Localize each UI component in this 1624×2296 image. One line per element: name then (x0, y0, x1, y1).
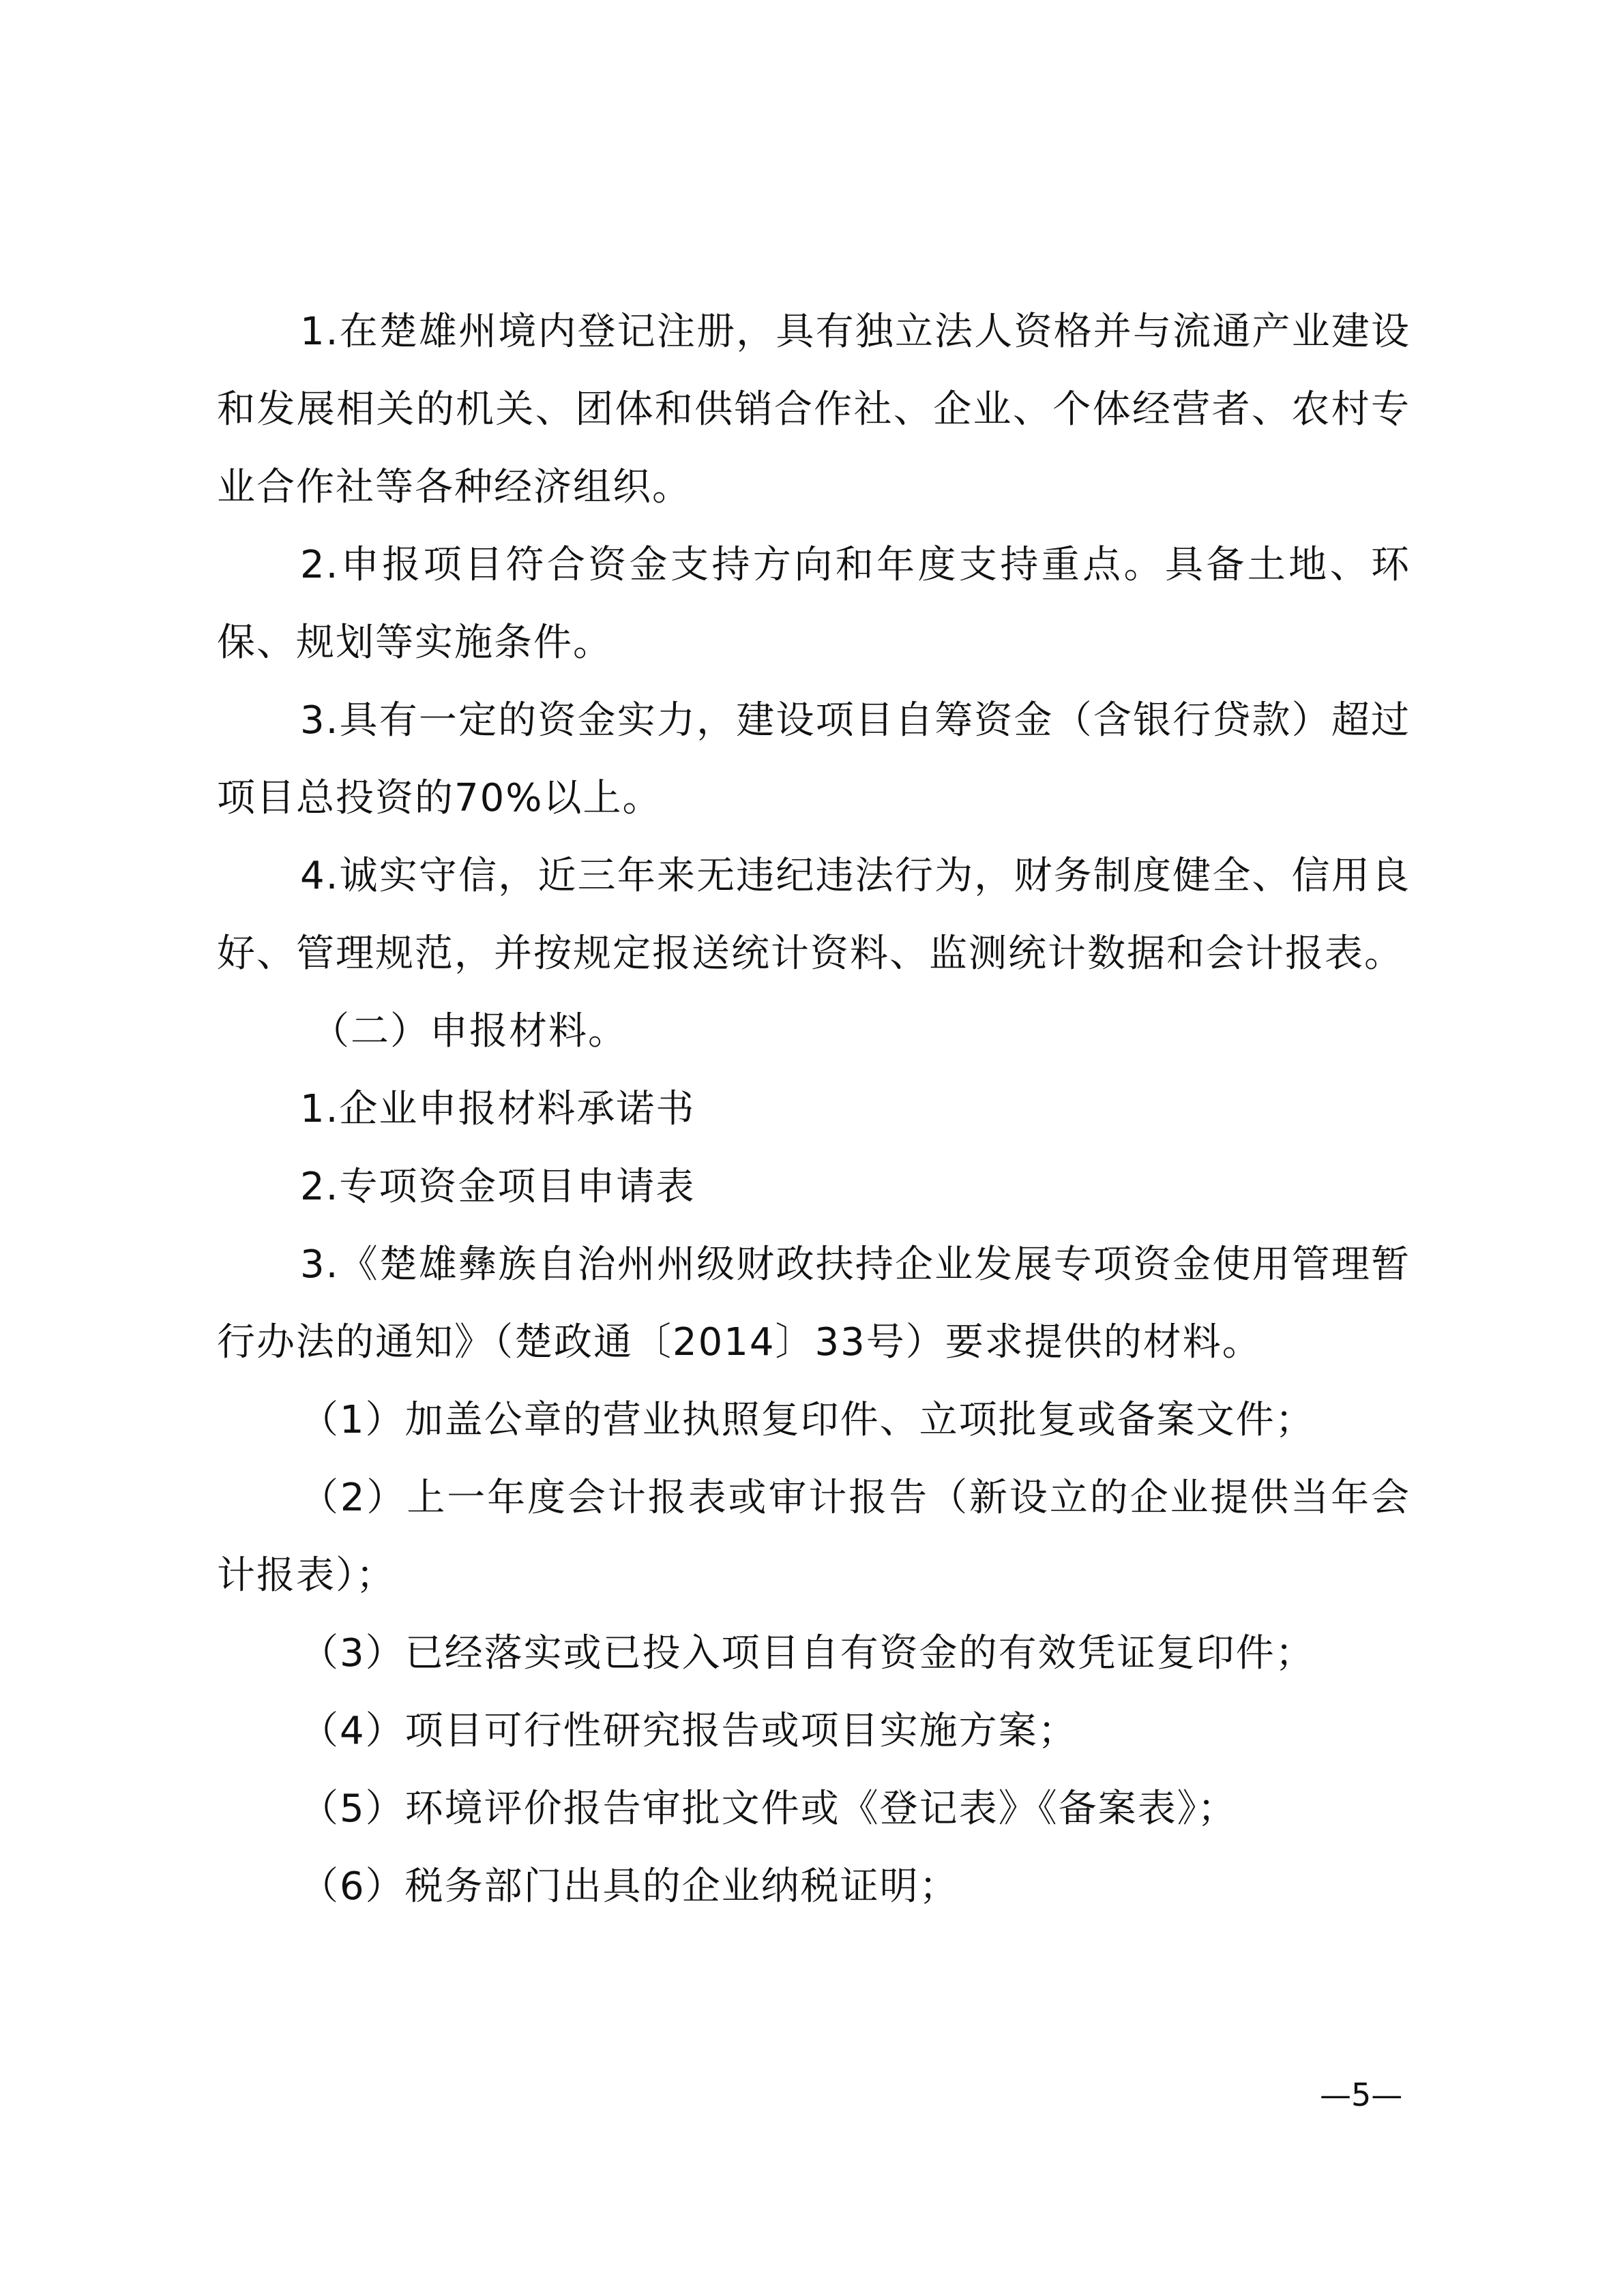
materials-subitem-2: （2）上一年度会计报表或审计报告（新设立的企业提供当年会计报表）； (217, 1476, 1411, 1598)
materials-item-3: 3.《楚雄彝族自治州州级财政扶持企业发展专项资金使用管理暂行办法的通知》（楚政通〔2014〕33号）要求提供的材料。 (217, 1242, 1411, 1365)
document-body (217, 293, 1411, 1926)
eligibility-item-3: 3.具有一定的资金实力，建设项目自筹资金（含银行贷款）超过项目总投资的70%以上。 (217, 698, 1411, 820)
eligibility-item-1: 1.在楚雄州境内登记注册，具有独立法人资格并与流通产业建设和发展相关的机关、团体和供销合作社、企业、个体经营者、农村专业合作社等各种经济组织。 (217, 310, 1411, 509)
materials-subitem-6: （6）税务部门出具的企业纳税证明； (300, 1864, 959, 1909)
materials-subitem-4: （4）项目可行性研究报告或项目实施方案； (300, 1709, 1078, 1753)
materials-subitem-5: （5）环境评价报告审批文件或《登记表》《备案表》； (300, 1787, 1237, 1831)
eligibility-item-2: 2.申报项目符合资金支持方向和年度支持重点。具备土地、环保、规划等实施条件。 (217, 543, 1411, 665)
materials-item-2: 2.专项资金项目申请表 (300, 1165, 696, 1209)
materials-subitem-3: （3）已经落实或已投入项目自有资金的有效凭证复印件； (300, 1631, 1315, 1675)
page-number: —5— (1320, 2076, 1403, 2113)
section-heading-materials: （二）申报材料。 (311, 1009, 628, 1054)
eligibility-item-4: 4.诚实守信，近三年来无违纪违法行为，财务制度健全、信用良好、管理规范，并按规定报送统计资料、监测统计数据和会计报表。 (217, 854, 1411, 976)
materials-subitem-1: （1）加盖公章的营业执照复印件、立项批复或备案文件； (300, 1398, 1315, 1442)
materials-item-1: 1.企业申报材料承诺书 (300, 1087, 696, 1131)
